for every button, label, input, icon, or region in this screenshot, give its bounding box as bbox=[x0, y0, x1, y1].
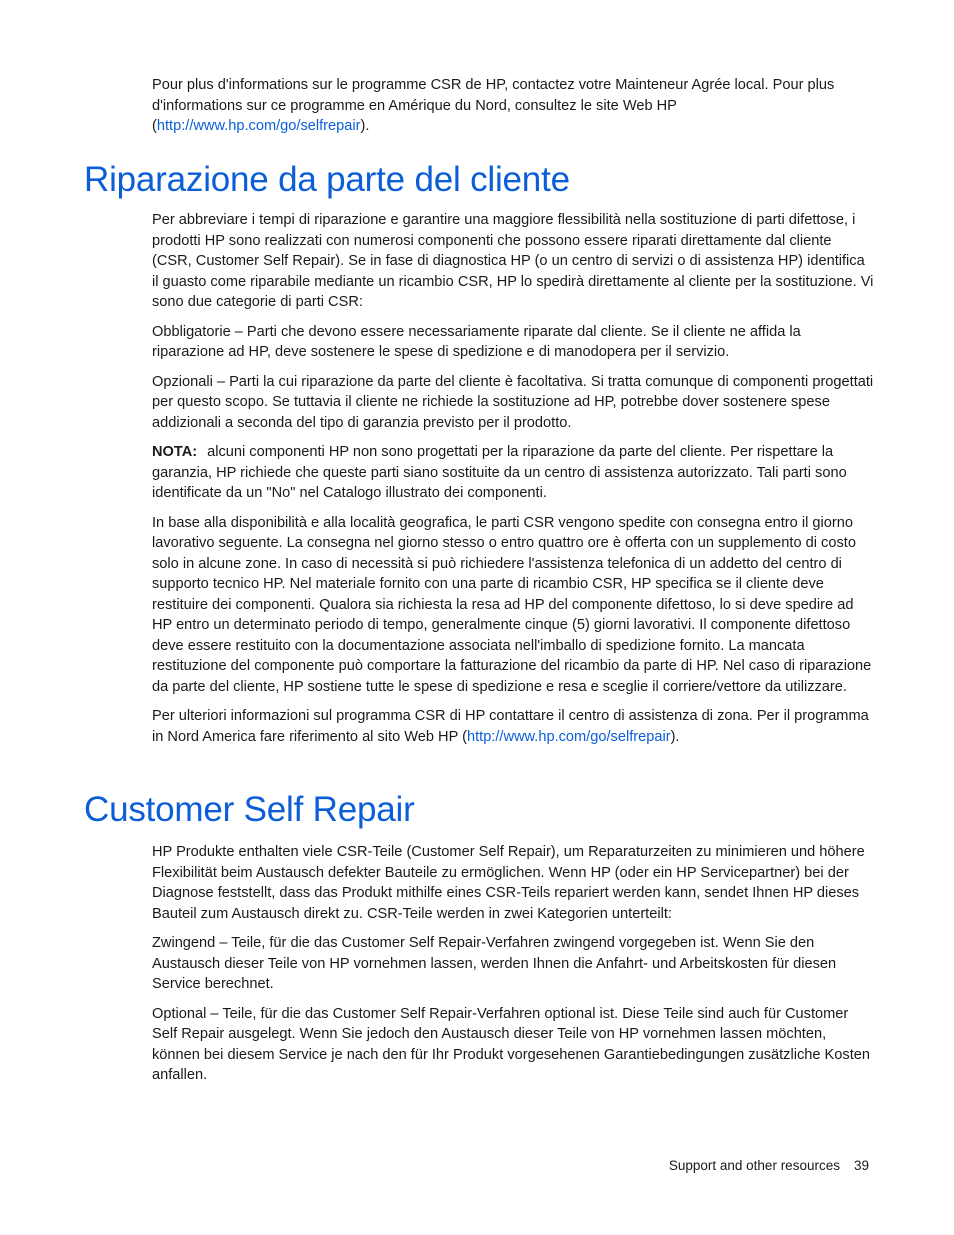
italian-paragraph-2: Obbligatorie – Parti che devono essere necessariamente riparate dal cliente. Se il cliente ne affida la riparazione ad HP, deve sostenere le spese di spedizione e di manodopera per il servizio. bbox=[152, 323, 801, 360]
italian-paragraph-5 bbox=[152, 706, 874, 747]
german-paragraph-2: Zwingend – Teile, für die das Customer Self Repair-Verfahren zwingend vorgegeben ist. Wenn Sie den Austausch dieser Teile von HP vornehmen lassen, werden Ihnen die Anfahrt- und Arbeitskosten für diesen Service berechnet. bbox=[152, 935, 837, 992]
selfrepair-link-it[interactable]: http://www.hp.com/go/selfrepair bbox=[466, 728, 671, 745]
footer-section-title: Support and other resources bbox=[668, 1158, 840, 1173]
page-number: 39 bbox=[853, 1158, 869, 1173]
heading-italian: Riparazione da parte del cliente bbox=[84, 160, 570, 199]
heading-german: Customer Self Repair bbox=[84, 790, 415, 829]
note-label: NOTA: bbox=[152, 444, 198, 460]
german-paragraph-3: Optional – Teile, für die das Customer Self Repair-Verfahren optional ist. Diese Teile sind auch für Customer Self Repair ausgelegt. Wenn Sie jedoch den Austausch dieser Teile von HP vornehmen lassen möchten, können bei diesem Service je nach den für Ihr Produkt vorgesehenen Garantiebedingungen zusätzliche Kosten anfallen. bbox=[152, 1005, 870, 1083]
italian-section bbox=[152, 210, 874, 756]
italian-paragraph-1: Per abbreviare i tempi di riparazione e garantire una maggiore flessibilità nella sostituzione di parti difettose, i prodotti HP sono realizzati con numerosi componenti che possono essere riparati direttamente dal cliente (CSR, Customer Self Repair). Se in fase di diagnostica HP (o un centro di servizi o di assistenza HP) identifica il guasto come riparabile mediante un ricambio CSR, HP lo spedirà direttamente al cliente per la sostituzione. Vi sono due categorie di parti CSR: bbox=[152, 212, 874, 310]
selfrepair-link-fr[interactable]: http://www.hp.com/go/selfrepair bbox=[156, 118, 361, 134]
intro-text: Pour plus d'informations sur le programme CSR de HP, contactez votre Mainteneur Agrée local. Pour plus d'informations sur ce programme en Amérique du Nord, consultez le site Web HP ( bbox=[152, 77, 835, 134]
note-text: alcuni componenti HP non sono progettati per la riparazione da parte del cliente. Per rispettare la garanzia, HP richiede che queste parti siano sostituite da un centro di assistenza autorizzato. Tali parti sono identificate da un "No" nel Catalogo illustrato dei componenti. bbox=[152, 444, 847, 501]
intro-block bbox=[152, 75, 874, 146]
italian-paragraph-3: Opzionali – Parti la cui riparazione da parte del cliente è facoltativa. Si tratta comunque di componenti progettati per questo scopo. Se tuttavia il cliente ne richiede la sostituzione ad HP, potrebbe dover sostenere spese addizionali a seconda del tipo di garanzia previsto per il prodotto. bbox=[152, 373, 874, 431]
italian-p5-end: ). bbox=[670, 728, 680, 745]
intro-text-end: ). bbox=[360, 118, 370, 134]
intro-paragraph bbox=[152, 75, 874, 137]
page-footer bbox=[669, 1158, 869, 1173]
italian-p5-text: Per ulteriori informazioni sul programma CSR di HP contattare il centro di assistenza di zona. Per il programma in Nord America fare riferimento al sito Web HP ( bbox=[152, 708, 869, 745]
italian-note bbox=[152, 442, 874, 504]
german-section bbox=[152, 842, 874, 1095]
german-paragraph-1: HP Produkte enthalten viele CSR-Teile (Customer Self Repair), um Reparaturzeiten zu minimieren und höhere Flexibilität beim Austausch defekter Bauteile zu ermöglichen. Wenn HP (oder ein HP Servicepartner) bei der Diagnose feststellt, dass das Produkt mithilfe eines CSR-Teils repariert werden kann, sendet Ihnen HP dieses Bauteil zum Austausch direkt zu. CSR-Teile werden in zwei Kategorien unterteilt: bbox=[152, 844, 865, 922]
italian-paragraph-4: In base alla disponibilità e alla località geografica, le parti CSR vengono spedite con consegna entro il giorno lavorativo seguente. La consegna nel giorno stesso o entro quattro ore è offerta con un supplemento di costo solo in alcune zone. In caso di necessità si può richiedere l'assistenza telefonica di un addetto del centro di supporto tecnico HP. Nel materiale fornito con una parte di ricambio CSR, HP specifica se il cliente deve restituire dei componenti. Qualora sia richiesta la resa ad HP del componente difettoso, lo si deve spedire ad HP entro un determinato periodo di tempo, generalmente cinque (5) giorni lavorativi. Il componente difettoso deve essere restituito con la documentazione associata nell'imballo di spedizione fornito. La mancata restituzione del componente può comportare la fatturazione del ricambio da parte di HP. Nel caso di riparazione da parte del cliente, HP sostiene tutte le spese di spedizione e resa e sceglie il corriere/vettore da utilizzare. bbox=[152, 514, 872, 695]
